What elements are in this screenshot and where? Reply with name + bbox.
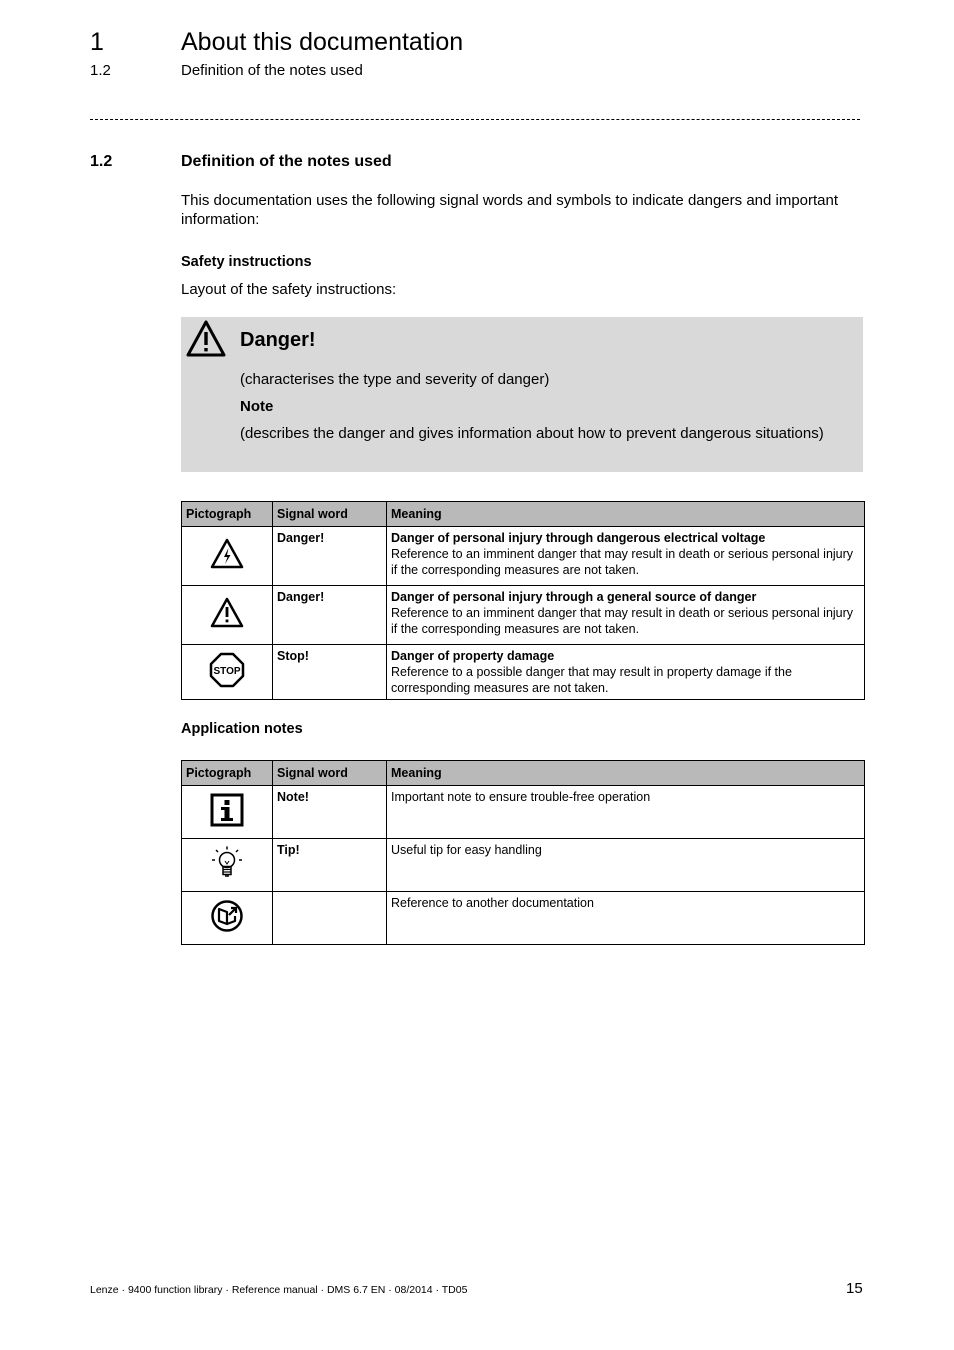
reference-icon [210, 899, 244, 933]
header-signal-word: Signal word [273, 761, 387, 786]
meaning-cell: Important note to ensure trouble-free operation [387, 786, 865, 839]
lightbulb-icon [210, 845, 244, 881]
info-icon [210, 793, 244, 827]
danger-note-text: (describes the danger and gives information about how to prevent dangerous situations) [240, 425, 824, 442]
warning-triangle-icon [185, 319, 227, 359]
signal-word-cell [273, 892, 387, 945]
header-pictograph: Pictograph [182, 761, 273, 786]
table-row [182, 645, 865, 700]
subsection-number: 1.2 [90, 62, 111, 79]
meaning-title: Danger of property damage [391, 649, 555, 663]
header-pictograph: Pictograph [182, 502, 273, 527]
page-number: 15 [846, 1280, 863, 1297]
meaning-cell: Reference to another documentation [387, 892, 865, 945]
pictograph-cell [182, 586, 273, 645]
pictograph-cell [182, 786, 273, 839]
chapter-title: About this documentation [181, 28, 464, 56]
meaning-title: Danger of personal injury through dangerous electrical voltage [391, 531, 766, 545]
danger-note-label: Note [240, 398, 274, 415]
header-signal-word: Signal word [273, 502, 387, 527]
stop-icon [209, 652, 245, 688]
section-title: Definition of the notes used [181, 153, 392, 170]
safety-layout-label: Layout of the safety instructions: [181, 281, 397, 298]
general-hazard-icon [209, 596, 245, 630]
meaning-title: Danger of personal injury through a general source of danger [391, 590, 757, 604]
pictograph-cell [182, 527, 273, 586]
meaning-text: Reference to an imminent danger that may result in death or serious personal injury if the corresponding measures are not taken. [391, 606, 854, 636]
table-row [182, 786, 865, 839]
footer-text: Lenze · 9400 function library · Reference manual · DMS 6.7 EN · 08/2014 · TD05 [90, 1284, 468, 1296]
meaning-cell [387, 527, 865, 586]
meaning-cell: Useful tip for easy handling [387, 839, 865, 892]
header-meaning: Meaning [387, 761, 865, 786]
safety-heading: Safety instructions [181, 254, 312, 270]
signal-word-cell: Danger! [273, 586, 387, 645]
electric-hazard-icon [209, 537, 245, 571]
table-row [182, 892, 865, 945]
pictograph-cell [182, 839, 273, 892]
header-divider [90, 119, 860, 120]
meaning-text: Reference to an imminent danger that may result in death or serious personal injury if the corresponding measures are not taken. [391, 547, 854, 577]
meaning-cell [387, 645, 865, 700]
danger-example-box [181, 317, 863, 472]
application-heading: Application notes [181, 721, 303, 737]
header-meaning: Meaning [387, 502, 865, 527]
signal-word-cell: Tip! [273, 839, 387, 892]
table-header-row [182, 761, 865, 786]
chapter-number: 1 [90, 28, 104, 56]
application-notes-table [181, 760, 865, 945]
subsection-title: Definition of the notes used [181, 62, 363, 79]
table-row [182, 586, 865, 645]
section-number: 1.2 [90, 153, 113, 170]
signal-word-cell: Stop! [273, 645, 387, 700]
meaning-text: Reference to a possible danger that may result in property damage if the corresponding measures are not taken. [391, 665, 792, 695]
signal-word-cell: Danger! [273, 527, 387, 586]
table-row [182, 527, 865, 586]
signal-word-cell: Note! [273, 786, 387, 839]
safety-notes-table [181, 501, 865, 700]
table-row [182, 839, 865, 892]
danger-type-text: (characterises the type and severity of danger) [240, 371, 550, 388]
pictograph-cell [182, 645, 273, 700]
pictograph-cell [182, 892, 273, 945]
table-header-row [182, 502, 865, 527]
danger-title: Danger! [240, 329, 316, 351]
stop-icon-text: STOP [213, 666, 241, 677]
section-intro: This documentation uses the following signal words and symbols to indicate dangers and important information: [181, 192, 839, 228]
meaning-cell [387, 586, 865, 645]
